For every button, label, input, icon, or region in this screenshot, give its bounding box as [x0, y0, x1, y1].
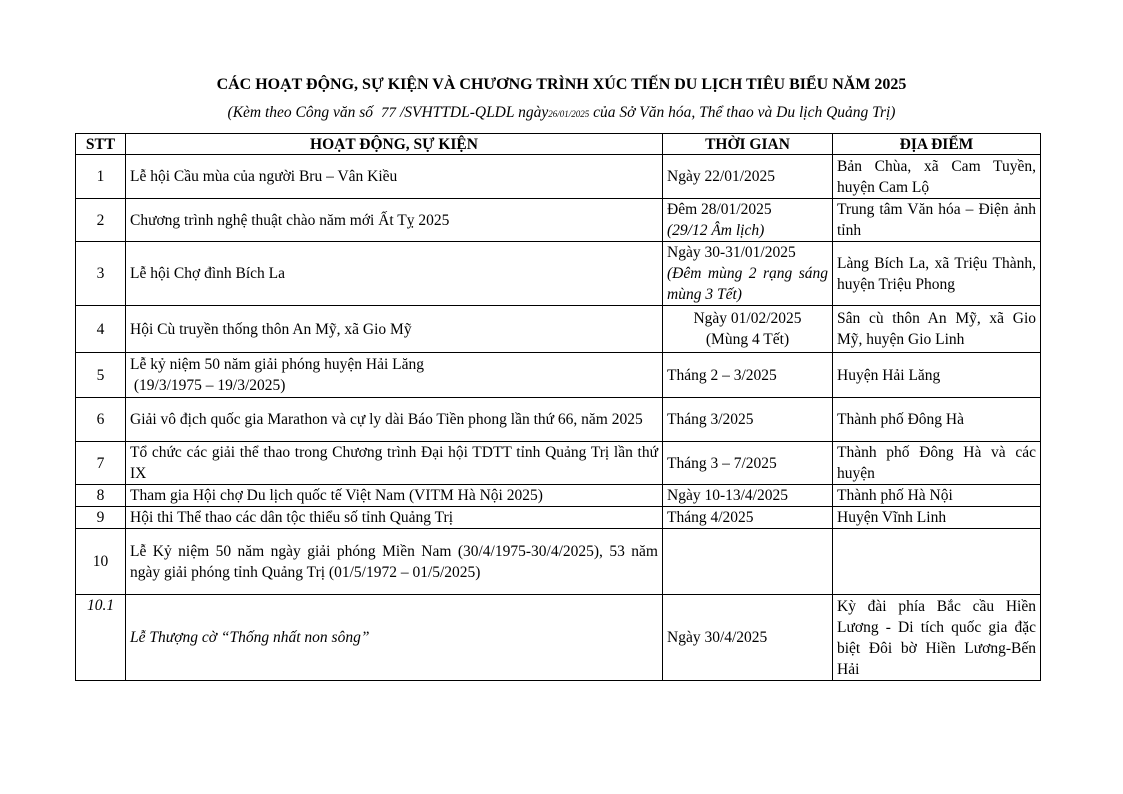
row-event: Hội Cù truyền thống thôn An Mỹ, xã Gio Mỹ: [126, 306, 663, 353]
row-stt: 9: [76, 507, 126, 529]
row-stt: 10.1: [76, 595, 126, 681]
row-time-main: Ngày 30-31/01/2025: [667, 244, 796, 261]
header-event: HOẠT ĐỘNG, SỰ KIỆN: [126, 134, 663, 155]
subtitle-suffix: của Sở Văn hóa, Thể thao và Du lịch Quảng Trị): [593, 104, 896, 121]
row-stt: 8: [76, 485, 126, 507]
row-event: Lễ hội Cầu mùa của người Bru – Vân Kiều: [126, 155, 663, 199]
header-time: THỜI GIAN: [663, 134, 833, 155]
table-row: [76, 442, 1041, 485]
row-time-main: Ngày 01/02/2025: [693, 310, 802, 327]
row-event: Lễ hội Chợ đình Bích La: [126, 242, 663, 306]
row-place: Huyện Vĩnh Linh: [833, 507, 1041, 529]
row-event: Tham gia Hội chợ Du lịch quốc tế Việt Nam (VITM Hà Nội 2025): [126, 485, 663, 507]
row-event: Tổ chức các giải thể thao trong Chương trình Đại hội TDTT tỉnh Quảng Trị lần thứ IX: [126, 442, 663, 485]
row-place: Trung tâm Văn hóa – Điện ảnh tỉnh: [833, 199, 1041, 242]
row-stt: 2: [76, 199, 126, 242]
row-stt: 4: [76, 306, 126, 353]
row-time: Tháng 2 – 3/2025: [663, 353, 833, 398]
table-row: [76, 485, 1041, 507]
row-place: [833, 529, 1041, 595]
row-event-main: Lễ kỷ niệm 50 năm giải phóng huyện Hải Lăng: [130, 356, 425, 373]
row-stt: 1: [76, 155, 126, 199]
row-place: Sân cù thôn An Mỹ, xã Gio Mỹ, huyện Gio Linh: [833, 306, 1041, 353]
row-time: [663, 242, 833, 306]
table-row: [76, 595, 1041, 681]
row-place: Bản Chùa, xã Cam Tuyền, huyện Cam Lộ: [833, 155, 1041, 199]
table-row: [76, 398, 1041, 442]
row-place: Thành phố Hà Nội: [833, 485, 1041, 507]
row-time: Ngày 10-13/4/2025: [663, 485, 833, 507]
document-title: CÁC HOẠT ĐỘNG, SỰ KIỆN VÀ CHƯƠNG TRÌNH XÚC TIẾN DU LỊCH TIÊU BIỂU NĂM 2025: [216, 76, 907, 93]
row-event-dates: (19/3/1975 – 19/3/2025): [133, 377, 286, 394]
row-time-note: (Đêm mùng 2 rạng sáng mùng 3 Tết): [667, 265, 828, 303]
row-event: Lễ Thượng cờ “Thống nhất non sông”: [126, 595, 663, 681]
row-stt: 5: [76, 353, 126, 398]
row-event: Lễ Kỷ niệm 50 năm ngày giải phóng Miền Nam (30/4/1975-30/4/2025), 53 năm ngày giải phóng tỉnh Quảng Trị (01/5/1972 – 01/5/2025): [126, 529, 663, 595]
row-event: Chương trình nghệ thuật chào năm mới Ất Tỵ 2025: [126, 199, 663, 242]
table-row: [76, 507, 1041, 529]
row-time: [663, 306, 833, 353]
subtitle-date: 26/01/2025: [548, 109, 590, 119]
row-time: Ngày 30/4/2025: [663, 595, 833, 681]
row-place: Kỳ đài phía Bắc cầu Hiền Lương - Di tích quốc gia đặc biệt Đôi bờ Hiền Lương-Bến Hải: [833, 595, 1041, 681]
row-time: Ngày 22/01/2025: [663, 155, 833, 199]
table-row: [76, 155, 1041, 199]
row-stt: 3: [76, 242, 126, 306]
header-stt: STT: [76, 134, 126, 155]
row-time: Tháng 4/2025: [663, 507, 833, 529]
header-place: ĐỊA ĐIỂM: [833, 134, 1041, 155]
row-event: Hội thi Thể thao các dân tộc thiểu số tỉnh Quảng Trị: [126, 507, 663, 529]
table-row: [76, 353, 1041, 398]
table-row: [76, 529, 1041, 595]
row-time: Tháng 3 – 7/2025: [663, 442, 833, 485]
document-subtitle: [0, 104, 1123, 122]
row-event: Giải vô địch quốc gia Marathon và cự ly dài Báo Tiền phong lần thứ 66, năm 2025: [126, 398, 663, 442]
row-event: [126, 353, 663, 398]
row-stt: 7: [76, 442, 126, 485]
row-place: Huyện Hải Lăng: [833, 353, 1041, 398]
table-header-row: [76, 134, 1041, 155]
row-time-main: Đêm 28/01/2025: [667, 201, 772, 218]
table-row: [76, 242, 1041, 306]
events-table: [75, 133, 1041, 681]
table-row: [76, 199, 1041, 242]
row-place: Thành phố Đông Hà và các huyện: [833, 442, 1041, 485]
subtitle-middle: /SVHTTDL-QLDL ngày: [399, 104, 549, 121]
row-time-note: (29/12 Âm lịch): [667, 222, 765, 239]
row-stt: 10: [76, 529, 126, 595]
row-place: Làng Bích La, xã Triệu Thành, huyện Triệu Phong: [833, 242, 1041, 306]
subtitle-number: 77: [380, 105, 396, 121]
row-time: Tháng 3/2025: [663, 398, 833, 442]
row-time: [663, 529, 833, 595]
subtitle-prefix: (Kèm theo Công văn số: [227, 104, 374, 121]
row-stt: 6: [76, 398, 126, 442]
row-place: Thành phố Đông Hà: [833, 398, 1041, 442]
table-row: [76, 306, 1041, 353]
row-time-note: (Mùng 4 Tết): [705, 331, 790, 348]
row-time: [663, 199, 833, 242]
